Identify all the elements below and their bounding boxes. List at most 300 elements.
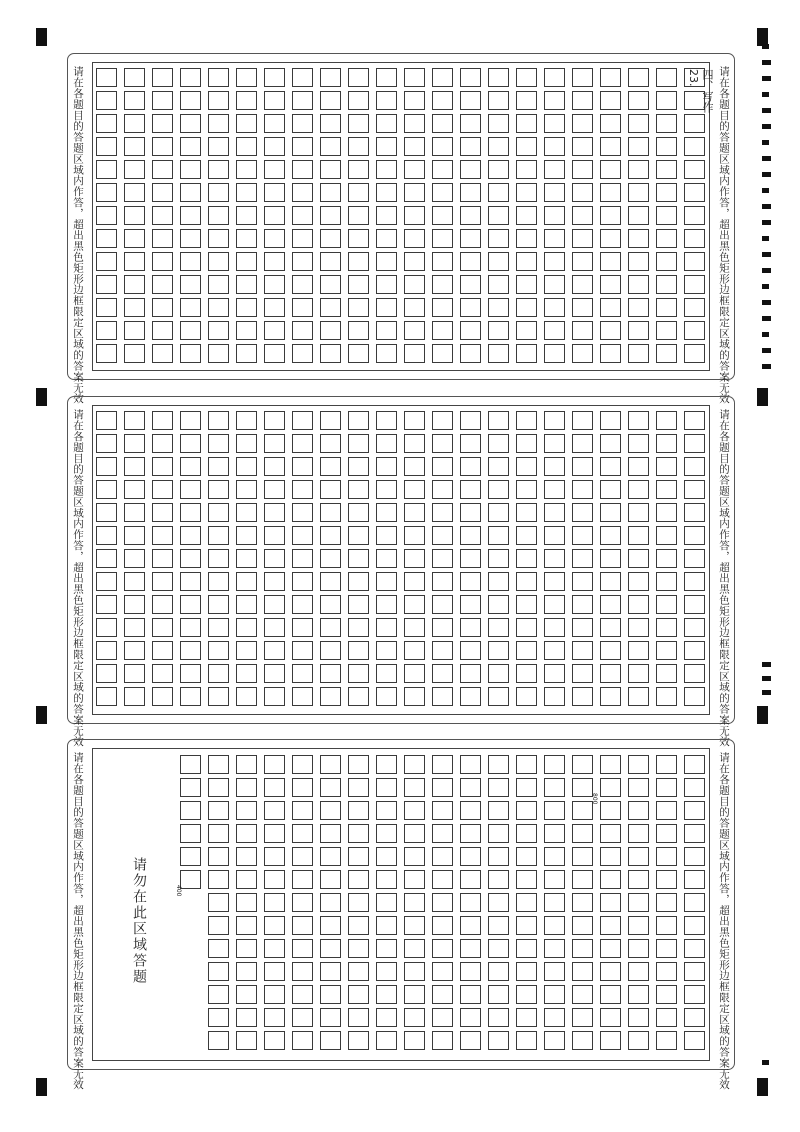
grid-cell[interactable] [600,778,621,797]
grid-cell[interactable] [320,985,341,1004]
grid-cell[interactable] [656,687,677,706]
grid-cell[interactable] [264,664,285,683]
grid-cell[interactable] [236,778,257,797]
grid-cell[interactable] [348,68,369,87]
grid-cell[interactable] [180,298,201,317]
grid-cell[interactable] [124,664,145,683]
grid-cell[interactable] [684,687,705,706]
grid-cell[interactable] [152,687,173,706]
grid-cell[interactable] [488,618,509,637]
grid-cell[interactable] [544,801,565,820]
grid-cell[interactable] [236,298,257,317]
grid-cell[interactable] [628,939,649,958]
grid-cell[interactable] [628,1031,649,1050]
grid-cell[interactable] [320,68,341,87]
grid-cell[interactable] [544,457,565,476]
grid-cell[interactable] [628,480,649,499]
grid-cell[interactable] [488,641,509,660]
grid-cell[interactable] [124,275,145,294]
grid-cell[interactable] [488,664,509,683]
grid-cell[interactable] [320,893,341,912]
grid-cell[interactable] [544,229,565,248]
grid-cell[interactable] [124,434,145,453]
grid-cell[interactable] [572,434,593,453]
grid-cell[interactable] [152,572,173,591]
grid-cell[interactable] [684,411,705,430]
grid-cell[interactable] [684,801,705,820]
grid-cell[interactable] [544,824,565,843]
grid-cell[interactable] [516,985,537,1004]
grid-cell[interactable] [208,114,229,133]
grid-cell[interactable] [236,160,257,179]
grid-cell[interactable] [684,847,705,866]
grid-cell[interactable] [488,595,509,614]
grid-cell[interactable] [152,549,173,568]
grid-cell[interactable] [572,183,593,202]
grid-cell[interactable] [684,664,705,683]
grid-cell[interactable] [628,755,649,774]
grid-cell[interactable] [292,572,313,591]
grid-cell[interactable] [432,503,453,522]
grid-cell[interactable] [320,1031,341,1050]
grid-cell[interactable] [488,687,509,706]
grid-cell[interactable] [180,618,201,637]
grid-cell[interactable] [292,411,313,430]
grid-cell[interactable] [600,549,621,568]
grid-cell[interactable] [404,526,425,545]
grid-cell[interactable] [376,824,397,843]
grid-cell[interactable] [516,801,537,820]
grid-cell[interactable] [572,298,593,317]
grid-cell[interactable] [264,916,285,935]
grid-cell[interactable] [600,595,621,614]
grid-cell[interactable] [208,137,229,156]
grid-cell[interactable] [656,344,677,363]
grid-cell[interactable] [152,457,173,476]
grid-cell[interactable] [404,160,425,179]
grid-cell[interactable] [432,411,453,430]
grid-cell[interactable] [544,114,565,133]
grid-cell[interactable] [208,160,229,179]
grid-cell[interactable] [544,526,565,545]
grid-cell[interactable] [488,114,509,133]
grid-cell[interactable] [180,160,201,179]
grid-cell[interactable] [544,503,565,522]
grid-cell[interactable] [516,572,537,591]
grid-cell[interactable] [516,298,537,317]
grid-cell[interactable] [432,206,453,225]
grid-cell[interactable] [236,572,257,591]
grid-cell[interactable] [208,801,229,820]
grid-cell[interactable] [208,985,229,1004]
grid-cell[interactable] [600,160,621,179]
grid-cell[interactable] [516,480,537,499]
grid-cell[interactable] [432,595,453,614]
grid-cell[interactable] [404,91,425,110]
grid-cell[interactable] [152,321,173,340]
grid-cell[interactable] [124,137,145,156]
grid-cell[interactable] [488,480,509,499]
grid-cell[interactable] [572,939,593,958]
grid-cell[interactable] [684,206,705,225]
grid-cell[interactable] [600,1031,621,1050]
grid-cell[interactable] [376,939,397,958]
grid-cell[interactable] [572,801,593,820]
grid-cell[interactable] [432,183,453,202]
grid-cell[interactable] [264,687,285,706]
grid-cell[interactable] [236,1031,257,1050]
grid-cell[interactable] [180,137,201,156]
grid-cell[interactable] [264,434,285,453]
grid-cell[interactable] [404,206,425,225]
grid-cell[interactable] [124,595,145,614]
grid-cell[interactable] [656,457,677,476]
grid-cell[interactable] [460,252,481,271]
grid-cell[interactable] [292,503,313,522]
grid-cell[interactable] [488,847,509,866]
grid-cell[interactable] [432,893,453,912]
grid-cell[interactable] [208,275,229,294]
grid-cell[interactable] [600,229,621,248]
grid-cell[interactable] [320,778,341,797]
grid-cell[interactable] [208,962,229,981]
grid-cell[interactable] [264,114,285,133]
grid-cell[interactable] [656,962,677,981]
grid-cell[interactable] [376,91,397,110]
grid-cell[interactable] [348,916,369,935]
grid-cell[interactable] [432,870,453,889]
grid-cell[interactable] [656,755,677,774]
grid-cell[interactable] [656,321,677,340]
grid-cell[interactable] [404,778,425,797]
grid-cell[interactable] [208,252,229,271]
grid-cell[interactable] [376,344,397,363]
grid-cell[interactable] [656,480,677,499]
grid-cell[interactable] [292,664,313,683]
grid-cell[interactable] [404,114,425,133]
grid-cell[interactable] [488,411,509,430]
grid-cell[interactable] [376,1008,397,1027]
grid-cell[interactable] [236,206,257,225]
grid-cell[interactable] [348,870,369,889]
grid-cell[interactable] [152,595,173,614]
grid-cell[interactable] [180,549,201,568]
grid-cell[interactable] [600,91,621,110]
grid-cell[interactable] [180,526,201,545]
grid-cell[interactable] [264,503,285,522]
grid-cell[interactable] [572,229,593,248]
grid-cell[interactable] [264,321,285,340]
grid-cell[interactable] [208,595,229,614]
grid-cell[interactable] [628,137,649,156]
grid-cell[interactable] [684,824,705,843]
grid-cell[interactable] [96,595,117,614]
grid-cell[interactable] [264,893,285,912]
grid-cell[interactable] [96,457,117,476]
grid-cell[interactable] [488,801,509,820]
grid-cell[interactable] [460,687,481,706]
grid-cell[interactable] [460,618,481,637]
grid-cell[interactable] [376,298,397,317]
grid-cell[interactable] [96,434,117,453]
grid-cell[interactable] [236,939,257,958]
grid-cell[interactable] [600,824,621,843]
grid-cell[interactable] [208,503,229,522]
grid-cell[interactable] [432,91,453,110]
grid-cell[interactable] [516,939,537,958]
grid-cell[interactable] [404,229,425,248]
grid-cell[interactable] [376,549,397,568]
grid-cell[interactable] [124,344,145,363]
grid-cell[interactable] [628,572,649,591]
grid-cell[interactable] [460,1008,481,1027]
grid-cell[interactable] [404,572,425,591]
grid-cell[interactable] [124,549,145,568]
grid-cell[interactable] [96,229,117,248]
grid-cell[interactable] [236,916,257,935]
grid-cell[interactable] [236,641,257,660]
grid-cell[interactable] [404,664,425,683]
grid-cell[interactable] [628,344,649,363]
grid-cell[interactable] [124,114,145,133]
grid-cell[interactable] [96,91,117,110]
grid-cell[interactable] [320,549,341,568]
grid-cell[interactable] [516,434,537,453]
grid-cell[interactable] [124,618,145,637]
grid-cell[interactable] [460,526,481,545]
grid-cell[interactable] [292,687,313,706]
grid-cell[interactable] [488,68,509,87]
grid-cell[interactable] [292,68,313,87]
grid-cell[interactable] [684,298,705,317]
grid-cell[interactable] [180,411,201,430]
grid-cell[interactable] [684,595,705,614]
grid-cell[interactable] [516,91,537,110]
grid-cell[interactable] [656,893,677,912]
grid-cell[interactable] [124,457,145,476]
grid-cell[interactable] [180,68,201,87]
grid-cell[interactable] [208,526,229,545]
grid-cell[interactable] [656,916,677,935]
grid-cell[interactable] [544,962,565,981]
grid-cell[interactable] [488,503,509,522]
grid-cell[interactable] [432,687,453,706]
grid-cell[interactable] [684,183,705,202]
grid-cell[interactable] [152,344,173,363]
grid-cell[interactable] [264,985,285,1004]
grid-cell[interactable] [460,321,481,340]
grid-cell[interactable] [656,229,677,248]
grid-cell[interactable] [600,870,621,889]
grid-cell[interactable] [264,847,285,866]
grid-cell[interactable] [600,206,621,225]
grid-cell[interactable] [348,985,369,1004]
grid-cell[interactable] [600,183,621,202]
grid-cell[interactable] [572,457,593,476]
grid-cell[interactable] [488,434,509,453]
grid-cell[interactable] [292,252,313,271]
grid-cell[interactable] [292,916,313,935]
grid-cell[interactable] [544,1008,565,1027]
grid-cell[interactable] [432,457,453,476]
grid-cell[interactable] [208,321,229,340]
grid-cell[interactable] [460,183,481,202]
grid-cell[interactable] [404,939,425,958]
grid-cell[interactable] [208,641,229,660]
grid-cell[interactable] [264,457,285,476]
grid-cell[interactable] [320,503,341,522]
grid-cell[interactable] [460,962,481,981]
grid-cell[interactable] [320,939,341,958]
grid-cell[interactable] [628,962,649,981]
grid-cell[interactable] [404,503,425,522]
grid-cell[interactable] [600,137,621,156]
grid-cell[interactable] [572,68,593,87]
grid-cell[interactable] [376,114,397,133]
grid-cell[interactable] [600,434,621,453]
grid-cell[interactable] [236,687,257,706]
grid-cell[interactable] [404,321,425,340]
grid-cell[interactable] [544,91,565,110]
grid-cell[interactable] [432,275,453,294]
grid-cell[interactable] [376,480,397,499]
grid-cell[interactable] [572,137,593,156]
grid-cell[interactable] [292,985,313,1004]
grid-cell[interactable] [404,275,425,294]
grid-cell[interactable] [96,206,117,225]
grid-cell[interactable] [432,229,453,248]
grid-cell[interactable] [376,595,397,614]
grid-cell[interactable] [488,916,509,935]
grid-cell[interactable] [516,847,537,866]
grid-cell[interactable] [264,801,285,820]
grid-cell[interactable] [432,434,453,453]
grid-cell[interactable] [292,847,313,866]
grid-cell[interactable] [348,160,369,179]
grid-cell[interactable] [516,457,537,476]
grid-cell[interactable] [544,847,565,866]
grid-cell[interactable] [628,1008,649,1027]
grid-cell[interactable] [600,572,621,591]
grid-cell[interactable] [544,778,565,797]
grid-cell[interactable] [684,344,705,363]
grid-cell[interactable] [656,641,677,660]
grid-cell[interactable] [236,618,257,637]
grid-cell[interactable] [572,1008,593,1027]
grid-cell[interactable] [236,549,257,568]
grid-cell[interactable] [572,847,593,866]
grid-cell[interactable] [516,664,537,683]
grid-cell[interactable] [124,411,145,430]
grid-cell[interactable] [516,870,537,889]
grid-cell[interactable] [600,526,621,545]
grid-cell[interactable] [544,939,565,958]
grid-cell[interactable] [460,434,481,453]
grid-cell[interactable] [656,91,677,110]
grid-cell[interactable] [376,801,397,820]
grid-cell[interactable] [180,91,201,110]
grid-cell[interactable] [460,801,481,820]
grid-cell[interactable] [684,916,705,935]
grid-cell[interactable] [264,778,285,797]
grid-cell[interactable] [684,755,705,774]
grid-cell[interactable] [516,778,537,797]
grid-cell[interactable] [320,824,341,843]
grid-cell[interactable] [320,298,341,317]
grid-cell[interactable] [432,68,453,87]
grid-cell[interactable] [572,160,593,179]
grid-cell[interactable] [656,160,677,179]
grid-cell[interactable] [348,893,369,912]
grid-cell[interactable] [348,572,369,591]
grid-cell[interactable] [348,298,369,317]
grid-cell[interactable] [152,618,173,637]
grid-cell[interactable] [656,411,677,430]
grid-cell[interactable] [376,252,397,271]
grid-cell[interactable] [208,549,229,568]
grid-cell[interactable] [236,68,257,87]
grid-cell[interactable] [404,801,425,820]
grid-cell[interactable] [404,893,425,912]
grid-cell[interactable] [292,595,313,614]
grid-cell[interactable] [292,1031,313,1050]
grid-cell[interactable] [600,68,621,87]
grid-cell[interactable] [572,962,593,981]
grid-cell[interactable] [376,664,397,683]
grid-cell[interactable] [208,434,229,453]
grid-cell[interactable] [376,411,397,430]
grid-cell[interactable] [292,91,313,110]
grid-cell[interactable] [320,137,341,156]
grid-cell[interactable] [376,847,397,866]
grid-cell[interactable] [516,229,537,248]
grid-cell[interactable] [96,411,117,430]
grid-cell[interactable] [152,641,173,660]
grid-cell[interactable] [180,457,201,476]
grid-cell[interactable] [600,985,621,1004]
grid-cell[interactable] [96,252,117,271]
grid-cell[interactable] [208,847,229,866]
grid-cell[interactable] [180,641,201,660]
grid-cell[interactable] [460,939,481,958]
grid-cell[interactable] [208,298,229,317]
grid-cell[interactable] [404,137,425,156]
grid-cell[interactable] [208,344,229,363]
grid-cell[interactable] [460,778,481,797]
grid-cell[interactable] [544,549,565,568]
grid-cell[interactable] [404,1008,425,1027]
grid-cell[interactable] [432,962,453,981]
grid-cell[interactable] [180,229,201,248]
grid-cell[interactable] [684,457,705,476]
grid-cell[interactable] [124,572,145,591]
grid-cell[interactable] [628,252,649,271]
grid-cell[interactable] [544,137,565,156]
grid-cell[interactable] [96,572,117,591]
grid-cell[interactable] [572,641,593,660]
grid-cell[interactable] [684,229,705,248]
grid-cell[interactable] [96,344,117,363]
grid-cell[interactable] [628,298,649,317]
grid-cell[interactable] [544,298,565,317]
grid-cell[interactable] [516,137,537,156]
grid-cell[interactable] [684,985,705,1004]
grid-cell[interactable] [656,847,677,866]
grid-cell[interactable] [628,893,649,912]
grid-cell[interactable] [180,595,201,614]
grid-cell[interactable] [320,91,341,110]
grid-cell[interactable] [684,434,705,453]
